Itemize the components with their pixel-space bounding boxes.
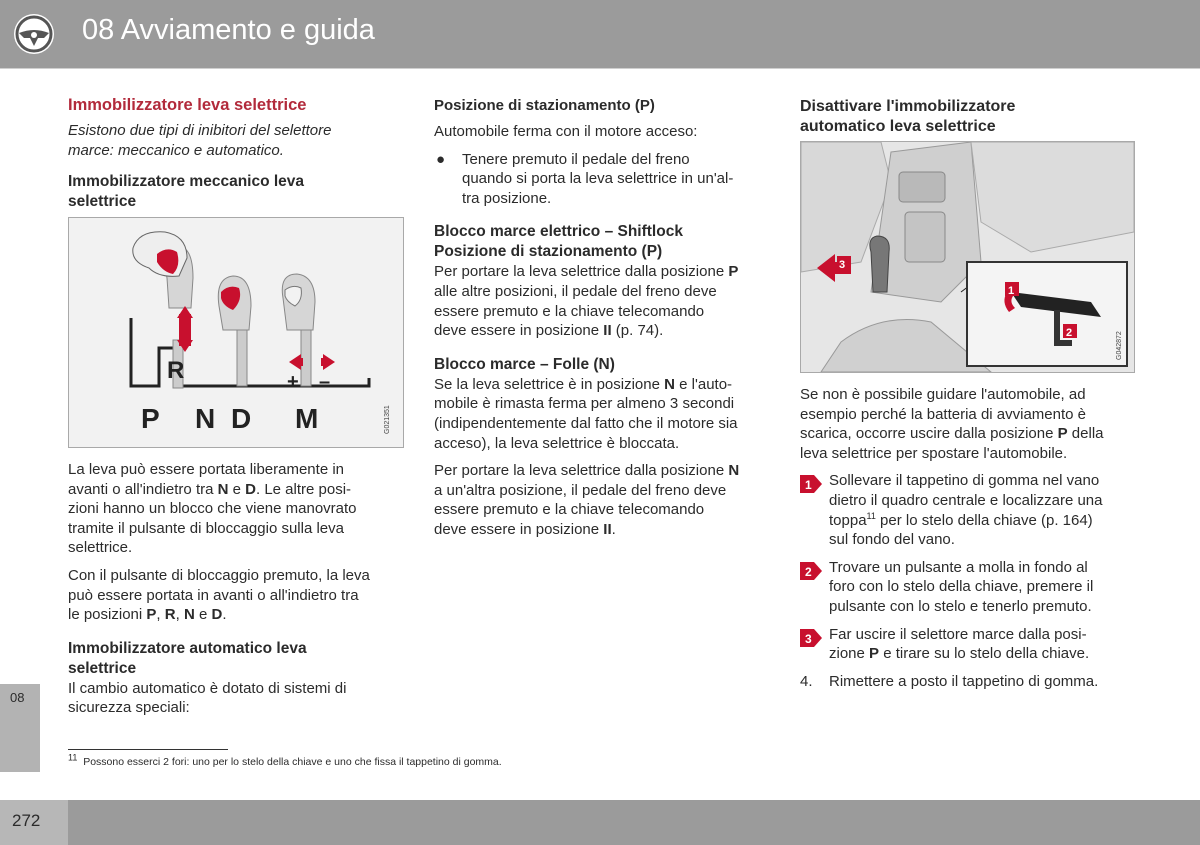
column-1: [68, 96, 403, 212]
footnote-text: Possono esserci 2 fori: uno per lo stelo della chiave e uno che fissa il tappetino di gomma.: [83, 756, 502, 768]
automatic-heading: Immobilizzatore automatico leva selettrice: [68, 639, 307, 677]
gear-label-p: P: [141, 403, 160, 434]
footnote-divider: [68, 749, 228, 750]
callout-1: 1: [1008, 285, 1015, 297]
section-title: Immobilizzatore leva selettrice: [68, 96, 307, 114]
park-text: Automobile ferma con il motore acceso:: [434, 123, 698, 140]
step-2: 2 Trovare un pulsante a molla in fondo al foro con lo stelo della chiave, premere il pulsante con lo stelo e tenerlo premuto.: [800, 558, 1140, 617]
header-bar: [0, 0, 1200, 68]
figure-code: G021351: [384, 405, 391, 434]
disable-intro: Se non è possibile guidare l'automobile, ad esempio perché la batteria di avviamento è scarica, occorre uscire dalla posizione P della leva selettrice per spostare l'automobile.: [800, 386, 1104, 462]
figure-label-minus: –: [319, 371, 331, 393]
gear-label-d: D: [231, 403, 252, 434]
figure-code-2: G042872: [1116, 331, 1123, 360]
bullet-icon: ●: [436, 150, 446, 168]
footer-bar: [0, 800, 1200, 845]
list-item: ● Tenere premuto il pedale del freno quando si porta la leva selettrice in un'al- tra posizione.: [436, 150, 734, 207]
step-4-number: 4.: [800, 672, 813, 690]
svg-text:1: 1: [805, 478, 812, 493]
footnote-marker: 11: [68, 752, 78, 763]
step-4: 4. Rimettere a posto il tappetino di gomma.: [800, 672, 1099, 690]
column-3: [800, 97, 1140, 137]
svg-text:2: 2: [805, 564, 812, 579]
footnote: [68, 752, 502, 768]
neutral-text-1: Se la leva selettrice è in posizione N e l'auto- mobile è rimasta ferma per almeno 3 secondi (indipendentemente dal fatto che il motore sia acceso), la leva selettrice è bloccata.: [434, 375, 738, 452]
svg-text:3: 3: [805, 631, 812, 646]
page-number: 272: [12, 811, 41, 830]
mechanical-heading: Immobilizzatore meccanico leva selettrice: [68, 173, 305, 211]
header-icon-box: [0, 0, 68, 68]
center-console-illustration: [801, 142, 1134, 372]
neutral-heading: Blocco marce – Folle (N): [434, 355, 615, 373]
shiftlock-text: Per portare la leva selettrice dalla posizione P alle altre posizioni, il pedale del freno deve essere premuto e la chiave telecomando deve essere in posizione II (p. 74).: [434, 263, 739, 340]
step-1-arrow-icon: [800, 475, 822, 493]
callout-2: 2: [1066, 327, 1073, 339]
paragraph-2: Con il pulsante di bloccaggio premuto, la leva può essere portata in avanti o all'indietro tra le posizioni P, R, N e D.: [68, 566, 370, 624]
step-1: 1 Sollevare il tappetino di gomma nel vano dietro il quadro centrale e localizzare una toppa$^{11}$ per lo stelo della chiave (p. 164) sul fondo del vano.: [800, 471, 1140, 549]
park-heading: Posizione di stazionamento (P): [434, 97, 655, 114]
automatic-text: Il cambio automatico è dotato di sistemi di sicurezza speciali:: [68, 679, 347, 717]
header-divider: [0, 68, 1200, 69]
chapter-side-tab: [0, 684, 40, 772]
callout-3: 3: [839, 259, 846, 271]
gear-label-m: M: [295, 403, 319, 434]
chapter-tab-label: 08: [10, 690, 25, 705]
neutral-text-2: Per portare la leva selettrice dalla posizione N a un'altra posizione, il pedale del freno deve essere premuto e la chiave telecomando deve essere in posizione II.: [434, 462, 740, 538]
section-intro: Esistono due tipi di inibitori del selettore marce: meccanico e automatico.: [68, 122, 332, 159]
step-3-arrow-icon: [800, 629, 822, 647]
step-3: 3 Far uscire il selettore marce dalla posi- zione P e tirare su lo stelo della chiave.: [800, 625, 1140, 664]
disable-heading: Disattivare l'immobilizzatore automatico leva selettrice: [800, 98, 1016, 135]
shiftlock-heading: Blocco marce elettrico – Shiftlock Posizione di stazionamento (P): [434, 223, 683, 261]
figure-label-r: R: [167, 357, 185, 384]
column-3-lower: [800, 385, 1140, 699]
gear-label-n: N: [195, 403, 216, 434]
gear-lever-illustration: [69, 218, 403, 447]
column-2: [434, 96, 774, 540]
page-number-box: [0, 800, 68, 845]
step-2-arrow-icon: [800, 562, 822, 580]
console-figure: [800, 141, 1135, 373]
column-1-lower: [68, 460, 403, 718]
chapter-title: 08 Avviamento e guida: [82, 14, 375, 46]
figure-label-plus: +: [287, 371, 299, 393]
mechanical-lock-figure: [68, 217, 404, 448]
paragraph-1: La leva può essere portata liberamente in avanti o all'indietro tra N e D. Le altre posi- zioni hanno un blocco che viene manovrato tramite il pulsante di bloccaggio sulla leva selettrice.: [68, 461, 357, 557]
steering-wheel-icon: [0, 0, 68, 68]
